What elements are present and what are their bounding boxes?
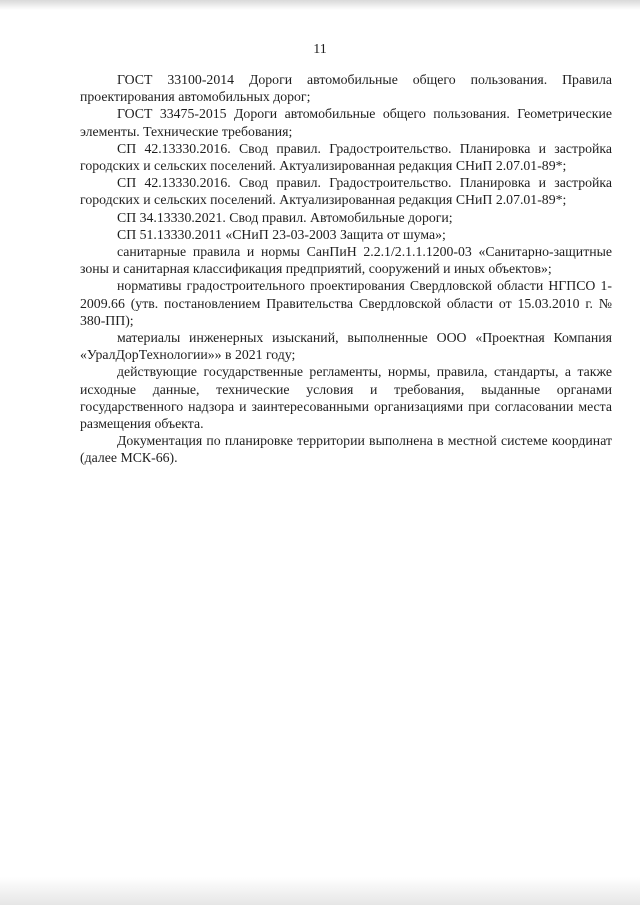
closing-paragraph: Документация по планировке территории выполнена в местной системе координат (далее МСК-66). <box>80 433 612 466</box>
reference-paragraph: ГОСТ 33100-2014 Дороги автомобильные общего пользования. Правила проектирования автомобильных дорог; <box>80 72 612 105</box>
reference-paragraph: СП 34.13330.2021. Свод правил. Автомобильные дороги; <box>117 209 453 225</box>
reference-paragraph: СП 51.13330.2011 «СНиП 23-03-2003 Защита от шума»; <box>117 226 446 242</box>
reference-paragraph: ГОСТ 33475-2015 Дороги автомобильные общего пользования. Геометрические элементы. Технические требования; <box>80 106 612 139</box>
scan-edge-bottom <box>0 877 640 905</box>
reference-paragraph: СП 42.13330.2016. Свод правил. Градостроительство. Планировка и застройка городских и сельских поселений. Актуализированная редакция СНиП 2.07.01-89*; <box>80 175 612 208</box>
reference-paragraph: действующие государственные регламенты, нормы, правила, стандарты, а также исходные данные, технические условия и требования, выданные органами государственного надзора и заинтересованными организациями при согласовании места размещения объекта. <box>80 364 612 432</box>
reference-paragraph: нормативы градостроительного проектирования Свердловской области НГПСО 1-2009.66 (утв. постановлением Правительства Свердловской области от 15.03.2010 г. № 380-ПП); <box>80 278 612 328</box>
scan-edge-top <box>0 0 640 10</box>
reference-paragraph: санитарные правила и нормы СанПиН 2.2.1/2.1.1.1200-03 «Санитарно-защитные зоны и санитарная классификация предприятий, сооружений и иных объектов»; <box>80 244 612 277</box>
reference-paragraph: материалы инженерных изысканий, выполненные ООО «Проектная Компания «УралДорТехнологии»» в 2021 году; <box>80 330 612 363</box>
document-body <box>80 71 612 467</box>
reference-paragraph: СП 42.13330.2016. Свод правил. Градостроительство. Планировка и застройка городских и сельских поселений. Актуализированная редакция СНиП 2.07.01-89*; <box>80 140 612 174</box>
page-number: 11 <box>313 42 327 57</box>
